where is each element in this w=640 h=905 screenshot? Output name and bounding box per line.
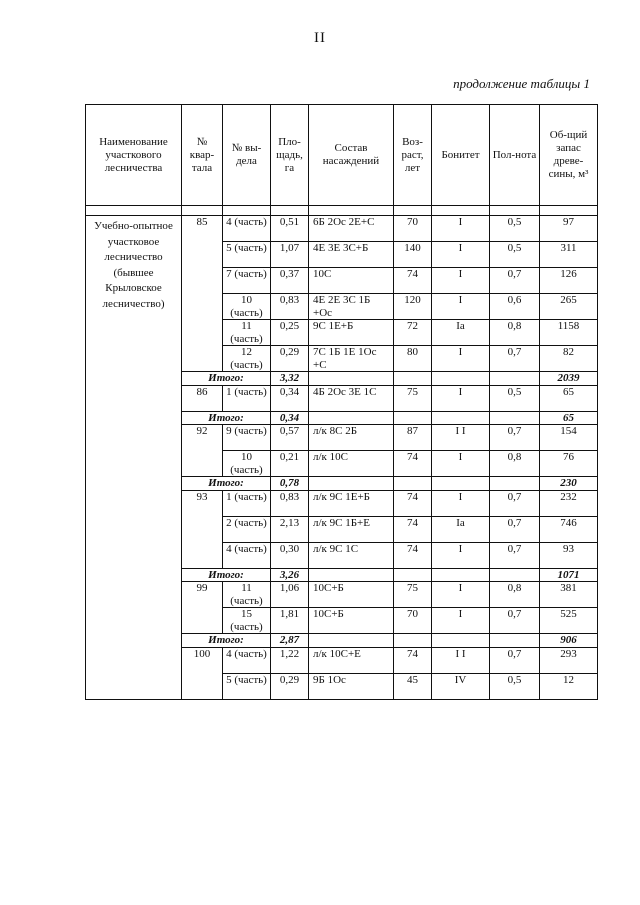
age-cell: 140 bbox=[394, 242, 432, 268]
header-area: Пло-щадь, га bbox=[271, 105, 309, 206]
kvartal-cell: 86 bbox=[182, 385, 223, 411]
vydel-cell: 11 (часть) bbox=[223, 320, 271, 346]
bonitet-cell: I bbox=[432, 385, 490, 411]
density-cell: 0,7 bbox=[490, 425, 540, 451]
age-cell: 87 bbox=[394, 425, 432, 451]
subtotal-stock: 230 bbox=[540, 477, 598, 491]
table-header-row bbox=[86, 105, 598, 206]
table-continuation-label: продолжение таблицы 1 bbox=[453, 76, 590, 91]
bonitet-cell: I bbox=[432, 608, 490, 634]
empty-cell bbox=[490, 634, 540, 648]
area-cell: 0,51 bbox=[271, 216, 309, 242]
page-number: II bbox=[314, 30, 326, 46]
bonitet-cell: I bbox=[432, 294, 490, 320]
header-name: Наименование участкового лесничества bbox=[86, 105, 182, 206]
subtotal-label: Итого: bbox=[182, 411, 271, 425]
stock-cell: 525 bbox=[540, 608, 598, 634]
age-cell: 74 bbox=[394, 490, 432, 516]
header-bonitet: Бонитет bbox=[432, 105, 490, 206]
bonitet-cell: I bbox=[432, 490, 490, 516]
area-cell: 1,22 bbox=[271, 647, 309, 673]
kvartal-cell: 93 bbox=[182, 490, 223, 568]
stock-cell: 12 bbox=[540, 673, 598, 699]
subtotal-label: Итого: bbox=[182, 634, 271, 648]
composition-cell: 4Б 2Ос 3Е 1С bbox=[309, 385, 394, 411]
density-cell: 0,8 bbox=[490, 451, 540, 477]
vydel-cell: 4 (часть) bbox=[223, 647, 271, 673]
area-cell: 2,13 bbox=[271, 516, 309, 542]
header-stock: Об-щий запас древе-сины, м³ bbox=[540, 105, 598, 206]
area-cell: 0,34 bbox=[271, 385, 309, 411]
table-body bbox=[86, 216, 598, 700]
empty-cell bbox=[394, 477, 432, 491]
area-cell: 0,83 bbox=[271, 490, 309, 516]
stock-cell: 311 bbox=[540, 242, 598, 268]
kvartal-cell: 92 bbox=[182, 425, 223, 477]
stock-cell: 126 bbox=[540, 268, 598, 294]
age-cell: 74 bbox=[394, 451, 432, 477]
kvartal-cell: 100 bbox=[182, 647, 223, 699]
age-cell: 72 bbox=[394, 320, 432, 346]
area-cell: 1,06 bbox=[271, 582, 309, 608]
table-row bbox=[86, 216, 598, 242]
empty-cell bbox=[490, 372, 540, 386]
composition-cell: л/к 9С 1Б+Е bbox=[309, 516, 394, 542]
composition-cell: 7С 1Б 1Е 1Ос +С bbox=[309, 346, 394, 372]
subtotal-stock: 2039 bbox=[540, 372, 598, 386]
empty-cell bbox=[394, 634, 432, 648]
subtotal-label: Итого: bbox=[182, 372, 271, 386]
age-cell: 120 bbox=[394, 294, 432, 320]
vydel-cell: 2 (часть) bbox=[223, 516, 271, 542]
area-cell: 1,81 bbox=[271, 608, 309, 634]
empty-cell bbox=[394, 372, 432, 386]
empty-cell bbox=[394, 568, 432, 582]
empty-cell bbox=[394, 411, 432, 425]
subtotal-stock: 1071 bbox=[540, 568, 598, 582]
age-cell: 74 bbox=[394, 516, 432, 542]
header-vydel: № вы-дела bbox=[223, 105, 271, 206]
subtotal-area: 2,87 bbox=[271, 634, 309, 648]
stock-cell: 82 bbox=[540, 346, 598, 372]
composition-cell: 4Е 3Е 3С+Б bbox=[309, 242, 394, 268]
stock-cell: 97 bbox=[540, 216, 598, 242]
empty-cell bbox=[490, 411, 540, 425]
age-cell: 74 bbox=[394, 542, 432, 568]
area-cell: 1,07 bbox=[271, 242, 309, 268]
density-cell: 0,7 bbox=[490, 346, 540, 372]
composition-cell: л/к 10С bbox=[309, 451, 394, 477]
forestry-name-cell: Учебно-опытное участковое лесничество (бывшее Крыловское лесничество) bbox=[86, 216, 182, 700]
age-cell: 74 bbox=[394, 268, 432, 294]
vydel-cell: 15 (часть) bbox=[223, 608, 271, 634]
subtotal-label: Итого: bbox=[182, 477, 271, 491]
composition-cell: 10С+Б bbox=[309, 608, 394, 634]
vydel-cell: 9 (часть) bbox=[223, 425, 271, 451]
forest-inventory-table bbox=[85, 104, 598, 700]
age-cell: 75 bbox=[394, 582, 432, 608]
area-cell: 0,21 bbox=[271, 451, 309, 477]
bonitet-cell: I bbox=[432, 216, 490, 242]
subtotal-stock: 65 bbox=[540, 411, 598, 425]
header-kvartal: № квар-тала bbox=[182, 105, 223, 206]
subtotal-area: 3,32 bbox=[271, 372, 309, 386]
stock-cell: 381 bbox=[540, 582, 598, 608]
age-cell: 80 bbox=[394, 346, 432, 372]
vydel-cell: 10 (часть) bbox=[223, 294, 271, 320]
vydel-cell: 10 (часть) bbox=[223, 451, 271, 477]
density-cell: 0,8 bbox=[490, 582, 540, 608]
kvartal-cell: 85 bbox=[182, 216, 223, 372]
bonitet-cell: IV bbox=[432, 673, 490, 699]
area-cell: 0,37 bbox=[271, 268, 309, 294]
vydel-cell: 1 (часть) bbox=[223, 490, 271, 516]
composition-cell: 4Е 2Е 3С 1Б +Ос bbox=[309, 294, 394, 320]
empty-cell bbox=[432, 477, 490, 491]
density-cell: 0,7 bbox=[490, 490, 540, 516]
subtotal-area: 0,78 bbox=[271, 477, 309, 491]
area-cell: 0,29 bbox=[271, 346, 309, 372]
stock-cell: 65 bbox=[540, 385, 598, 411]
empty-cell bbox=[432, 568, 490, 582]
stock-cell: 154 bbox=[540, 425, 598, 451]
composition-cell: 10С bbox=[309, 268, 394, 294]
empty-cell bbox=[309, 568, 394, 582]
composition-cell: л/к 9С 1Е+Б bbox=[309, 490, 394, 516]
density-cell: 0,5 bbox=[490, 673, 540, 699]
area-cell: 0,83 bbox=[271, 294, 309, 320]
stock-cell: 746 bbox=[540, 516, 598, 542]
empty-cell bbox=[309, 372, 394, 386]
area-cell: 0,57 bbox=[271, 425, 309, 451]
age-cell: 45 bbox=[394, 673, 432, 699]
composition-cell: 6Б 2Ос 2Е+С bbox=[309, 216, 394, 242]
density-cell: 0,5 bbox=[490, 216, 540, 242]
bonitet-cell: I bbox=[432, 451, 490, 477]
subtotal-area: 0,34 bbox=[271, 411, 309, 425]
bonitet-cell: Iа bbox=[432, 320, 490, 346]
bonitet-cell: I bbox=[432, 542, 490, 568]
area-cell: 0,29 bbox=[271, 673, 309, 699]
area-cell: 0,25 bbox=[271, 320, 309, 346]
stock-cell: 1158 bbox=[540, 320, 598, 346]
density-cell: 0,5 bbox=[490, 385, 540, 411]
age-cell: 70 bbox=[394, 216, 432, 242]
density-cell: 0,5 bbox=[490, 242, 540, 268]
composition-cell: л/к 9С 1С bbox=[309, 542, 394, 568]
composition-cell: л/к 10С+Е bbox=[309, 647, 394, 673]
empty-cell bbox=[432, 372, 490, 386]
bonitet-cell: I bbox=[432, 268, 490, 294]
empty-cell bbox=[309, 477, 394, 491]
stock-cell: 232 bbox=[540, 490, 598, 516]
composition-cell: 9С 1Е+Б bbox=[309, 320, 394, 346]
composition-cell: 9Б 1Ос bbox=[309, 673, 394, 699]
spacer-row bbox=[86, 206, 598, 216]
kvartal-cell: 99 bbox=[182, 582, 223, 634]
bonitet-cell: I I bbox=[432, 425, 490, 451]
stock-cell: 265 bbox=[540, 294, 598, 320]
age-cell: 75 bbox=[394, 385, 432, 411]
bonitet-cell: I bbox=[432, 582, 490, 608]
header-composition: Состав насаждений bbox=[309, 105, 394, 206]
bonitet-cell: I I bbox=[432, 647, 490, 673]
vydel-cell: 5 (часть) bbox=[223, 242, 271, 268]
empty-cell bbox=[432, 634, 490, 648]
empty-cell bbox=[490, 477, 540, 491]
density-cell: 0,6 bbox=[490, 294, 540, 320]
stock-cell: 76 bbox=[540, 451, 598, 477]
density-cell: 0,7 bbox=[490, 542, 540, 568]
vydel-cell: 5 (часть) bbox=[223, 673, 271, 699]
vydel-cell: 4 (часть) bbox=[223, 542, 271, 568]
bonitet-cell: I bbox=[432, 242, 490, 268]
vydel-cell: 1 (часть) bbox=[223, 385, 271, 411]
empty-cell bbox=[309, 411, 394, 425]
density-cell: 0,7 bbox=[490, 268, 540, 294]
subtotal-label: Итого: bbox=[182, 568, 271, 582]
bonitet-cell: I bbox=[432, 346, 490, 372]
bonitet-cell: Iа bbox=[432, 516, 490, 542]
subtotal-area: 3,26 bbox=[271, 568, 309, 582]
composition-cell: л/к 8С 2Б bbox=[309, 425, 394, 451]
empty-cell bbox=[309, 634, 394, 648]
vydel-cell: 11 (часть) bbox=[223, 582, 271, 608]
density-cell: 0,7 bbox=[490, 608, 540, 634]
header-age: Воз-раст, лет bbox=[394, 105, 432, 206]
composition-cell: 10С+Б bbox=[309, 582, 394, 608]
density-cell: 0,8 bbox=[490, 320, 540, 346]
subtotal-stock: 906 bbox=[540, 634, 598, 648]
header-density: Пол-нота bbox=[490, 105, 540, 206]
vydel-cell: 12 (часть) bbox=[223, 346, 271, 372]
stock-cell: 93 bbox=[540, 542, 598, 568]
vydel-cell: 4 (часть) bbox=[223, 216, 271, 242]
vydel-cell: 7 (часть) bbox=[223, 268, 271, 294]
stock-cell: 293 bbox=[540, 647, 598, 673]
density-cell: 0,7 bbox=[490, 516, 540, 542]
empty-cell bbox=[490, 568, 540, 582]
age-cell: 70 bbox=[394, 608, 432, 634]
age-cell: 74 bbox=[394, 647, 432, 673]
empty-cell bbox=[432, 411, 490, 425]
area-cell: 0,30 bbox=[271, 542, 309, 568]
density-cell: 0,7 bbox=[490, 647, 540, 673]
